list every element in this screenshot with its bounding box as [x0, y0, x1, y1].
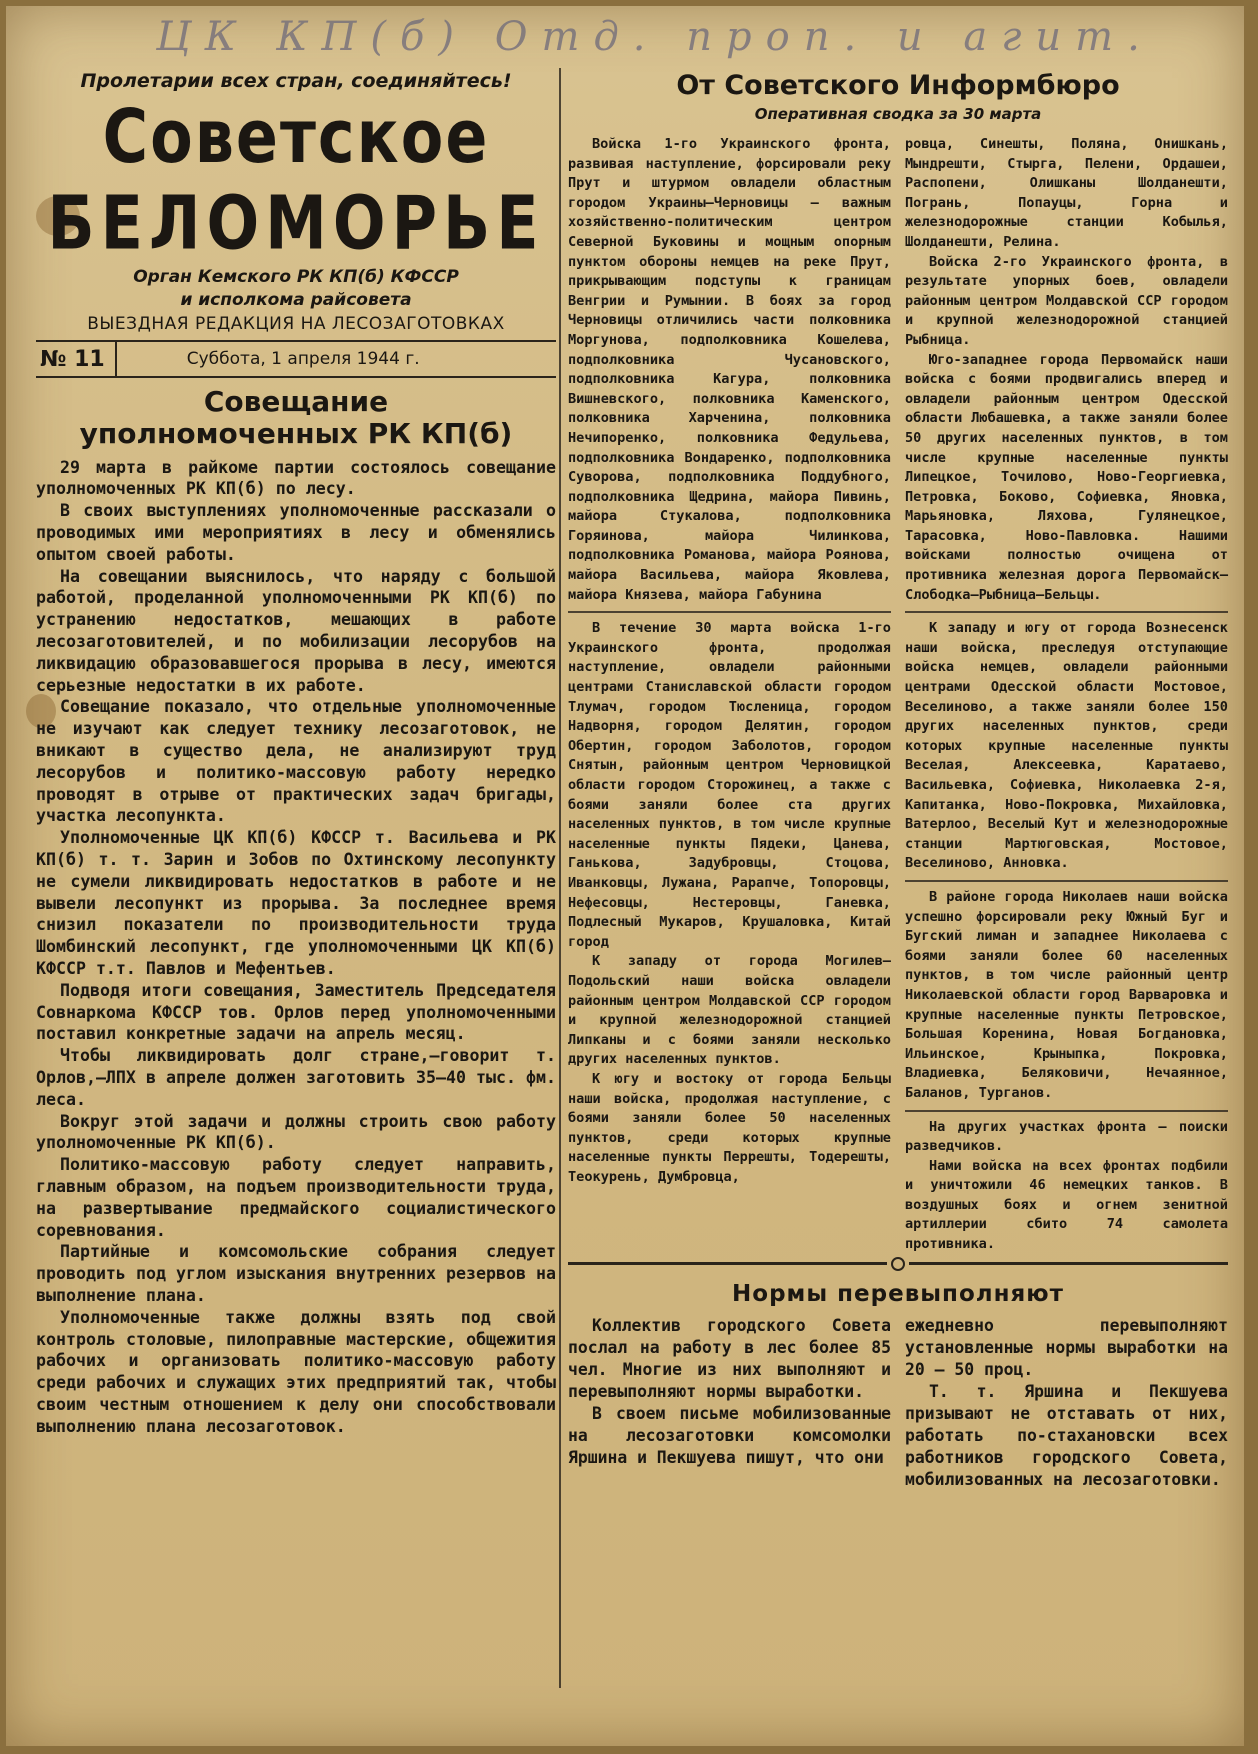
divider	[905, 1110, 1228, 1112]
paragraph: Уполномоченные также должны взять под свой контроль столовые, пилоправные мастерские, общежития рабочих и организовать политико-массовую работу среди рабочих и служащих этих предприятий так, чтобы своим честным отношением к делу они способствовали выполнению плана лесозаготовок.	[36, 1307, 556, 1436]
masthead-line-2: БЕЛОМОРЬЕ	[47, 179, 545, 267]
paragraph: В своем письме мобилизованные на лесозаготовки комсомолки Яршина и Пекшуева пишут, что они	[568, 1403, 891, 1467]
edition-line: ВЫЕЗДНАЯ РЕДАКЦИЯ НА ЛЕСОЗАГОТОВКАХ	[87, 314, 505, 335]
organ-line	[36, 266, 556, 312]
paragraph: Уполномоченные ЦК КП(б) КФССР т. Васильева и РК КП(б) т. т. Зарин и Зобов по Охтинскому лесопункту не сумели ликвидировать недостатков в работе и не вывели лесопункт из прорыва. За последнее время снизил показатели по производительности труда Шомбинский лесопункт, где уполномоченными ЦК КП(б) КФССР т.т. Павлов и Мефентьев.	[36, 828, 556, 978]
divider	[568, 611, 891, 613]
norms-column-1	[568, 1315, 891, 1491]
norms-headline: Нормы перевыполняют	[732, 1280, 1064, 1307]
norms-body	[568, 1315, 1228, 1491]
paragraph: К западу от города Могилев—Подольский наши войска овладели районным центром Молдавской ССР городом и крупной железнодорожной станцией Липканы и с боями заняли несколько других населенных пунктов.	[568, 953, 891, 1068]
paragraph: В своих выступлениях уполномоченные рассказали о проводимых ими мероприятиях в лесу и обменялись опытом своей работы.	[36, 501, 556, 564]
paragraph: Юго-западнее города Первомайск наши войска с боями продвигались вперед и овладели районным центром Одесской области Любашевка, а также заняли более 50 других населенных пунктов, в том числе крупные населенные пункты Липецкое, Точилово, Ново-Георгиевка, Петровка, Боково, Софиевка, Яновка, Марьяновка, Ляхова, Гулянецкое, Тарасовка, Ново-Павловка. Нашими войсками полностью очищена от противника железная дорога Первомайск—Слободка—Рыбница—Бельцы.	[905, 351, 1228, 603]
sovinform-subtitle: Оперативная сводка за 30 марта	[754, 105, 1042, 123]
section-ornament	[568, 1257, 1228, 1271]
column-divider	[559, 68, 561, 1688]
sovinform-column-1	[568, 135, 891, 1255]
masthead	[36, 92, 556, 267]
paragraph: Войска 1-го Украинского фронта, развивая наступление, форсировали реку Прут и штурмом овладели областным городом Украины—Черновицы — важным хозяйственно-политическим центром Северной Буковины и мощным опорным пунктом обороны немцев на реке Прут, прикрывающим подступы к границам Венгрии и Румынии. В боях за город Черновицы отличились части полковника Моргунова, подполковника Кошелева, подполковника Чусановского, подполковника Кагура, полковника Вишневского, полковника Каменского, полковника Харченина, полковника Нечипоренко, полковника Федульева, подполковника Вондаренко, подполковника Суворова, подполковника Поддубного, подполковника Щедрина, майора Пивинь, майора Стукалова, подполковника Горяинова, майора Чилинкова, подполковника Романова, майора Роянова, майора Васильева, майора Яковлева, майора Князева, майора Габунина	[568, 136, 891, 603]
motto: Пролетарии всех стран, соединяйтесь!	[80, 70, 512, 92]
divider	[905, 611, 1228, 613]
sovinform-column-2	[905, 135, 1228, 1255]
article-body	[36, 457, 556, 1438]
ornament-dot-icon	[891, 1257, 905, 1271]
paragraph: Коллектив городского Совета послал на работу в лес более 85 чел. Многие из них выполняют и перевыполняют нормы выработки.	[568, 1315, 891, 1401]
sovinform-body	[568, 135, 1228, 1255]
masthead-line-1: Советское	[102, 92, 490, 180]
paragraph: В течение 30 марта войска 1-го Украинского фронта, продолжая наступление, овладели районными центрами Станиславской области городом Тлумач, городом Тюсленица, городом Надворня, городом Делятин, городом Обертин, городом Заболотов, городом Снятын, районным центром Черновицкой области городом Сторожинец, а также с боями заняли более ста других населенных пунктов, в том числе крупные населенные пункты Пядеки, Цанева, Ганькова, Задубровцы, Стоцова, Иванковцы, Лужана, Рарапче, Топоровцы, Нефесовцы, Нестеровцы, Ганевка, Подлесный Мукаров, Крушаловка, Китай город	[568, 620, 891, 950]
article-headline-line-2: уполномоченных РК КП(б)	[79, 417, 513, 451]
organ-line-1: Орган Кемского РК КП(б) КФССР	[133, 267, 459, 288]
paragraph: На совещании выяснилось, что наряду с большой работой, проделанной уполномоченными РК КП(б) по устранению недостатков, мешающих в работе лесозаготовителей, и по мобилизации лесорубов на ликвидацию образовавшегося прорыва в лесу, имеются серьезные недостатки в их работе.	[36, 566, 556, 695]
paragraph: Т. т. Яршина и Пекшуева призывают не отставать от них, работать по-стахановски всех работников городского Совета, мобилизованных на лесозаготовки.	[905, 1381, 1228, 1489]
paragraph: Чтобы ликвидировать долг стране,—говорит т. Орлов,—ЛПХ в апреле должен заготовить 35—40 тыс. фм. леса.	[36, 1046, 556, 1109]
issue-date: Суббота, 1 апреля 1944 г.	[186, 349, 420, 370]
paragraph: Партийные и комсомольские собрания следует проводить под углом изыскания внутренних резервов на выполнение плана.	[36, 1242, 556, 1305]
paragraph: На других участках фронта — поиски разведчиков.	[905, 1118, 1228, 1155]
paragraph: ежедневно перевыполняют установленные нормы выработки на 20 — 50 проц.	[905, 1315, 1228, 1379]
paragraph: В районе города Николаев наши войска успешно форсировали реку Южный Буг и Бугский лиман и западнее Николаева с боями заняли более 60 населенных пунктов, в том числе районный центр Николаевской области город Варваровка и крупные населенные пункты Петровское, Большая Коренина, Новая Богдановка, Ильинское, Крыныпка, Покровка, Владиевка, Беляковичи, Нечаянное, Баланов, Турганов.	[905, 888, 1228, 1101]
divider	[905, 880, 1228, 882]
article-headline	[36, 386, 556, 450]
paragraph: Подводя итоги совещания, Заместитель Председателя Совнаркома КФССР тов. Орлов перед уполномоченными поставил конкретные задачи на апрель месяц.	[36, 980, 556, 1044]
paragraph: Войска 2-го Украинского фронта, в результате упорных боев, овладели районным центром Молдавской ССР городом и крупной железнодорожной станцией Рыбница.	[905, 253, 1228, 348]
left-column	[36, 68, 556, 1437]
issue-number: № 11	[36, 342, 117, 376]
paragraph: К западу и югу от города Вознесенск наши войска, преследуя отступающие войска немцев, овладели районными центрами Одесской области Мостовое, Веселиново, а также заняли более 150 других населенных пунктов, среди которых крупные населенные пункты Веселая, Алексеевка, Каратаево, Васильевка, Софиевка, Николаевка 2-я, Капитанка, Ново-Покровка, Михайловка, Ватерлоо, Веселый Кут и железнодорожные станции Мартюговская, Мостовое, Веселиново, Анновка.	[905, 620, 1228, 872]
right-column	[568, 68, 1228, 1491]
paragraph: 29 марта в райкоме партии состоялось совещание уполномоченных РК КП(б) по лесу.	[36, 457, 556, 499]
norms-column-2	[905, 1315, 1228, 1491]
article-headline-line-1: Совещание	[203, 385, 389, 419]
paragraph: К югу и востоку от города Бельцы наши войска, продолжая наступление, с боями заняли более 50 населенных пунктов, среди которых крупные населенные пункты Перрешты, Тодерешты, Теокурень, Думбровца,	[568, 1070, 891, 1185]
paragraph: Нами войска на всех фронтах подбили и уничтожили 46 немецких танков. В воздушных боях и огнем зенитной артиллерии сбито 74 самолета противника.	[905, 1157, 1228, 1253]
organ-line-2: и исполкома райсовета	[180, 290, 412, 311]
handwritten-note: ЦК КП(б) Отд. проп. и агит.	[156, 14, 1154, 60]
paragraph: Политико-массовую работу следует направить, главным образом, на подъем производительности труда, на развертывание предмайского социалистического соревнования.	[36, 1155, 556, 1240]
issue-bar	[36, 340, 556, 378]
paragraph: ровца, Синешты, Поляна, Онишкань, Мындрешти, Стырга, Пелени, Ордашеи, Распопени, Олишканы Шолданешти, Погрань, Попауцы, Горна и железнодорожные станции Кобылья, Шолданешти, Релина.	[905, 136, 1228, 250]
paragraph: Вокруг этой задачи и должны строить свою работу уполномоченные РК КП(б).	[36, 1111, 556, 1153]
newspaper-page	[6, 6, 1244, 1746]
paragraph: Совещание показало, что отдельные уполномоченные не изучают как следует технику лесозаготовок, не вникают в существо дела, не анализируют труд лесорубов и политико-массовую работу нередко проводят в отрыве от практических задач бригады, участка лесопункта.	[36, 697, 556, 826]
sovinform-title: От Советского Информбюро	[676, 70, 1120, 101]
